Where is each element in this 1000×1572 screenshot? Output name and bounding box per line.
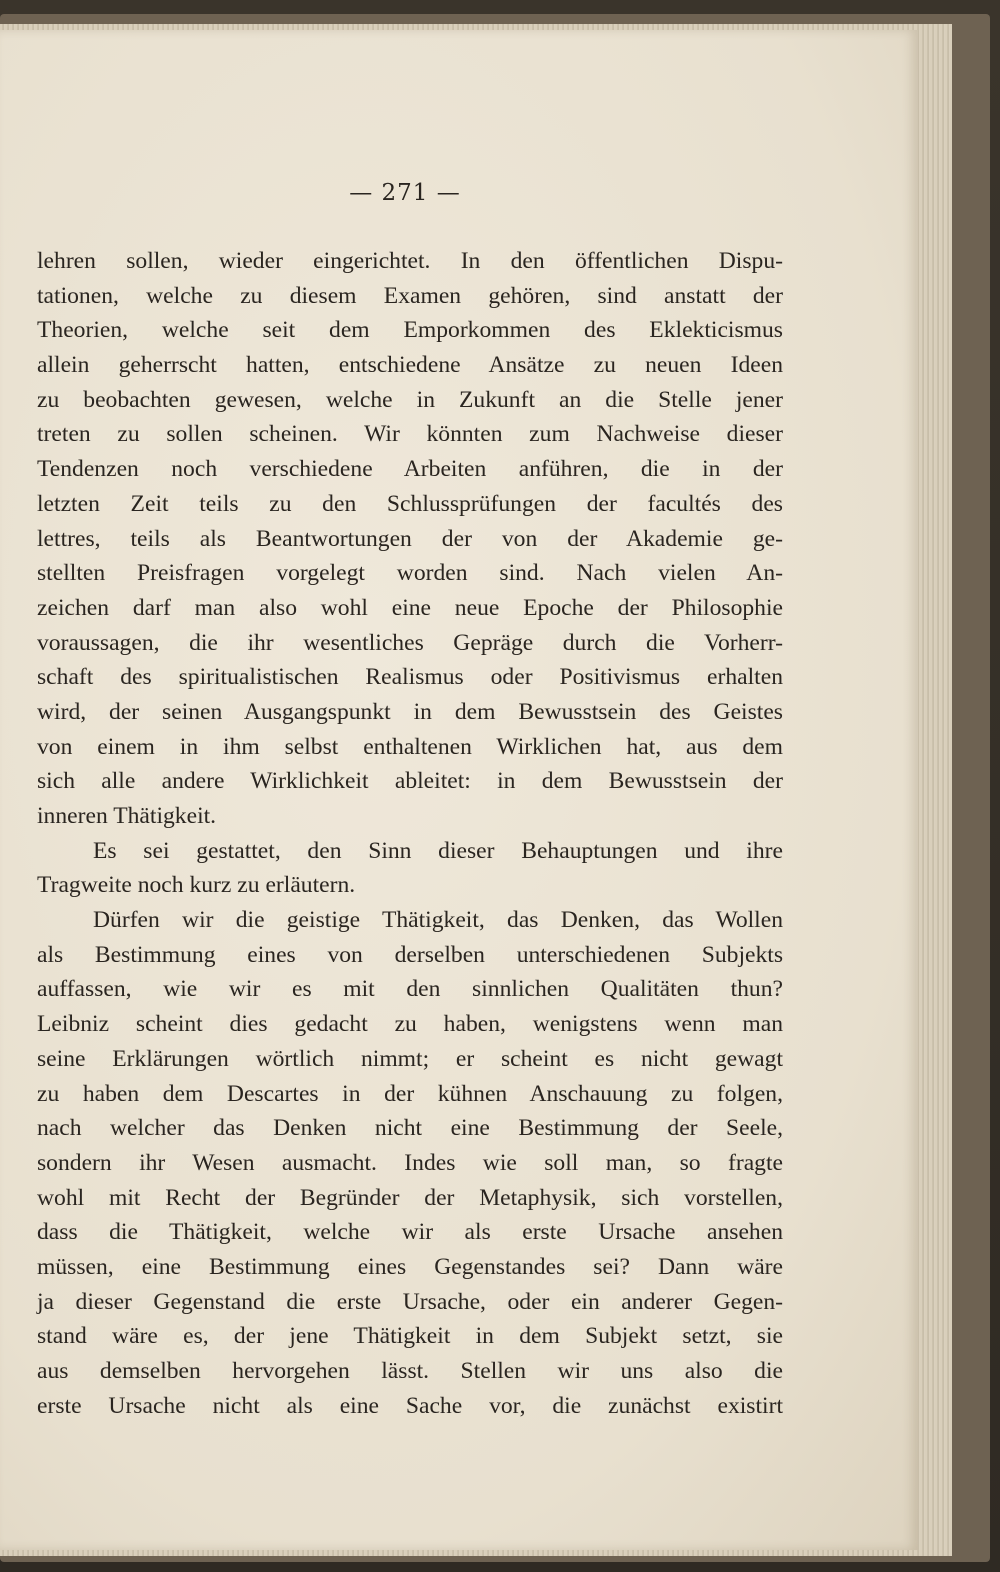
text-line: Theorien, welche seit dem Emporkommen des Eklekticismus [37,317,783,344]
text-line: ja dieser Gegenstand die erste Ursache, oder ein anderer Gegen- [37,1288,783,1315]
text-line: treten zu sollen scheinen. Wir könnten zum Nachweise dieser [37,421,783,448]
page-number: — 271 — [349,180,461,206]
text-line: dass die Thätigkeit, welche wir als erste Ursache ansehen [37,1219,783,1246]
text-line: nach welcher das Denken nicht eine Bestimmung der Seele, [37,1115,783,1142]
text-line: wohl mit Recht der Begründer der Metaphysik, sich vorstellen, [37,1184,783,1211]
text-line: Leibniz scheint dies gedacht zu haben, wenigstens wenn man [37,1011,783,1038]
text-line: allein geherrscht hatten, entschiedene Ansätze zu neuen Ideen [37,352,783,379]
text-line: zu beobachten gewesen, welche in Zukunft an die Stelle jener [37,386,783,413]
text-line: müssen, eine Bestimmung eines Gegenstandes sei? Dann wäre [37,1253,783,1280]
text-line: inneren Thätigkeit. [37,803,217,829]
text-line: aus demselben hervorgehen lässt. Stellen wir uns also die [37,1358,783,1384]
text-line: Tragweite noch kurz zu erläutern. [37,872,356,899]
text-line: zeichen darf man also wohl eine neue Epoche der Philosophie [37,594,783,621]
text-line: tationen, welche zu diesem Examen gehören, sind anstatt der [37,282,783,309]
text-line: stellten Preisfragen vorgelegt worden sind. Nach vielen An- [37,560,783,587]
text-line: voraussagen, die ihr wesentliches Gepräge durch die Vorherr- [37,629,783,656]
text-line: als Bestimmung eines von derselben unterschiedenen Subjekts [37,941,783,968]
text-line: wird, der seinen Ausgangspunkt in dem Bewusstsein des Geistes [37,698,783,725]
text-line: zu haben dem Descartes in der kühnen Anschauung zu folgen, [37,1080,783,1107]
text-line: von einem in ihm selbst enthaltenen Wirklichen hat, aus dem [37,733,783,760]
text-line: stand wäre es, der jene Thätigkeit in dem Subjekt setzt, sie [37,1323,783,1350]
text-line: schaft des spiritualistischen Realismus oder Positivismus erhalten [37,664,783,691]
text-line: erste Ursache nicht als eine Sache vor, die zunächst existirt [37,1392,783,1419]
text-line: auffassen, wie wir es mit den sinnlichen Qualitäten thun? [37,976,783,1003]
text-line: Dürfen wir die geistige Thätigkeit, das Denken, das Wollen [93,907,783,934]
text-line: sich alle andere Wirklichkeit ableitet: in dem Bewusstsein der [37,768,783,795]
text-line: Es sei gestattet, den Sinn dieser Behauptungen und ihre [93,837,783,864]
book-page [0,30,918,1550]
text-line: lettres, teils als Beantwortungen der von der Akademie ge- [37,525,783,552]
text-line: Tendenzen noch verschiedene Arbeiten anführen, die in der [37,456,783,483]
text-line: lehren sollen, wieder eingerichtet. In den öffentlichen Dispu- [37,248,783,274]
text-line: sondern ihr Wesen ausmacht. Indes wie soll man, so fragte [37,1149,783,1176]
text-line: letzten Zeit teils zu den Schlussprüfungen der facultés des [37,490,783,517]
body-text [37,244,783,1423]
text-line: seine Erklärungen wörtlich nimmt; er scheint es nicht gewagt [37,1045,783,1072]
